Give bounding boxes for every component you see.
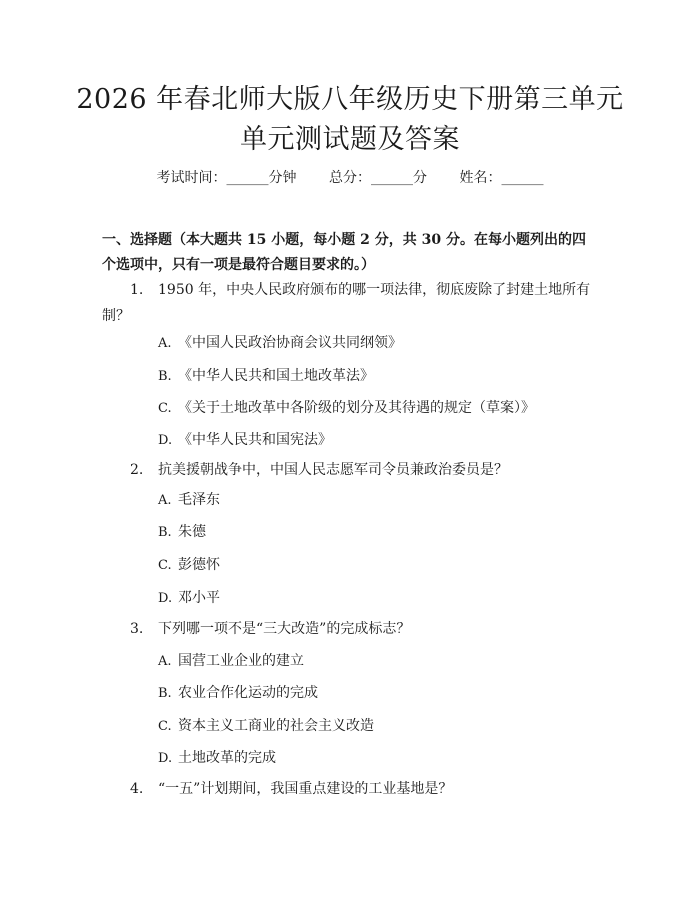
- option-text: 《中国人民政治协商会议共同纲领》: [178, 335, 402, 351]
- exam-score-field: 总分：______分: [329, 170, 427, 186]
- option-1b: [158, 366, 374, 387]
- option-text: 资本主义工商业的社会主义改造: [178, 718, 374, 734]
- option-letter: A.: [158, 493, 172, 508]
- question-2: [102, 457, 592, 483]
- option-1a: [158, 333, 402, 354]
- question-text: “一五”计划期间，我国重点建设的工业基地是？: [158, 781, 453, 797]
- option-1d: [158, 430, 332, 451]
- exam-time-field: 考试时间：______分钟: [156, 170, 297, 186]
- option-3c: [158, 716, 374, 737]
- option-letter: C.: [158, 401, 172, 416]
- option-letter: A.: [158, 654, 172, 669]
- option-text: 毛泽东: [178, 492, 220, 508]
- question-text: 抗美援朝战争中，中国人民志愿军司令员兼政治委员是？: [158, 462, 508, 478]
- option-3b: [158, 683, 318, 704]
- option-letter: B.: [158, 525, 172, 540]
- question-number: 1.: [130, 282, 144, 298]
- question-1: [102, 277, 592, 329]
- question-number: 3.: [130, 621, 144, 637]
- section-heading: 一、选择题（本大题共 15 小题，每小题 2 分，共 30 分。在每小题列出的四个选项中，只有一项是最符合题目要求的。）: [102, 232, 586, 273]
- option-2d: [158, 588, 220, 609]
- option-text: 国营工业企业的建立: [178, 653, 304, 669]
- option-letter: D.: [158, 751, 173, 766]
- option-letter: B.: [158, 686, 172, 701]
- option-letter: C.: [158, 558, 172, 573]
- document-title-line-1: 2026 年春北师大版八年级历史下册第三单元: [76, 84, 624, 115]
- exam-info: [0, 168, 700, 188]
- option-2b: [158, 522, 206, 543]
- option-text: 彭德怀: [178, 557, 220, 573]
- exam-name-field: 姓名：______: [459, 170, 544, 186]
- option-text: 朱德: [178, 524, 206, 540]
- question-number: 2.: [130, 462, 144, 478]
- question-number: 4.: [130, 781, 144, 797]
- option-letter: B.: [158, 369, 172, 384]
- option-3a: [158, 651, 304, 672]
- option-2c: [158, 555, 220, 576]
- question-4: [102, 776, 592, 802]
- option-letter: A.: [158, 336, 172, 351]
- option-text: 邓小平: [178, 590, 220, 606]
- question-text: 1950 年，中央人民政府颁布的哪一项法律，彻底废除了封建土地所有制？: [102, 282, 591, 324]
- option-letter: C.: [158, 719, 172, 734]
- question-text: 下列哪一项不是“三大改造”的完成标志？: [158, 621, 411, 637]
- option-letter: D.: [158, 433, 173, 448]
- option-text: 土地改革的完成: [178, 750, 276, 766]
- option-text: 农业合作化运动的完成: [178, 685, 318, 701]
- option-text: 《中华人民共和国宪法》: [178, 432, 332, 448]
- option-text: 《中华人民共和国土地改革法》: [178, 368, 374, 384]
- question-3: [102, 616, 592, 642]
- option-3d: [158, 748, 276, 769]
- option-1c: [158, 398, 535, 419]
- document-title-line-2: 单元测试题及答案: [240, 124, 460, 155]
- option-letter: D.: [158, 591, 173, 606]
- option-text: 《关于土地改革中各阶级的划分及其待遇的规定（草案）》: [178, 400, 535, 416]
- option-2a: [158, 490, 220, 511]
